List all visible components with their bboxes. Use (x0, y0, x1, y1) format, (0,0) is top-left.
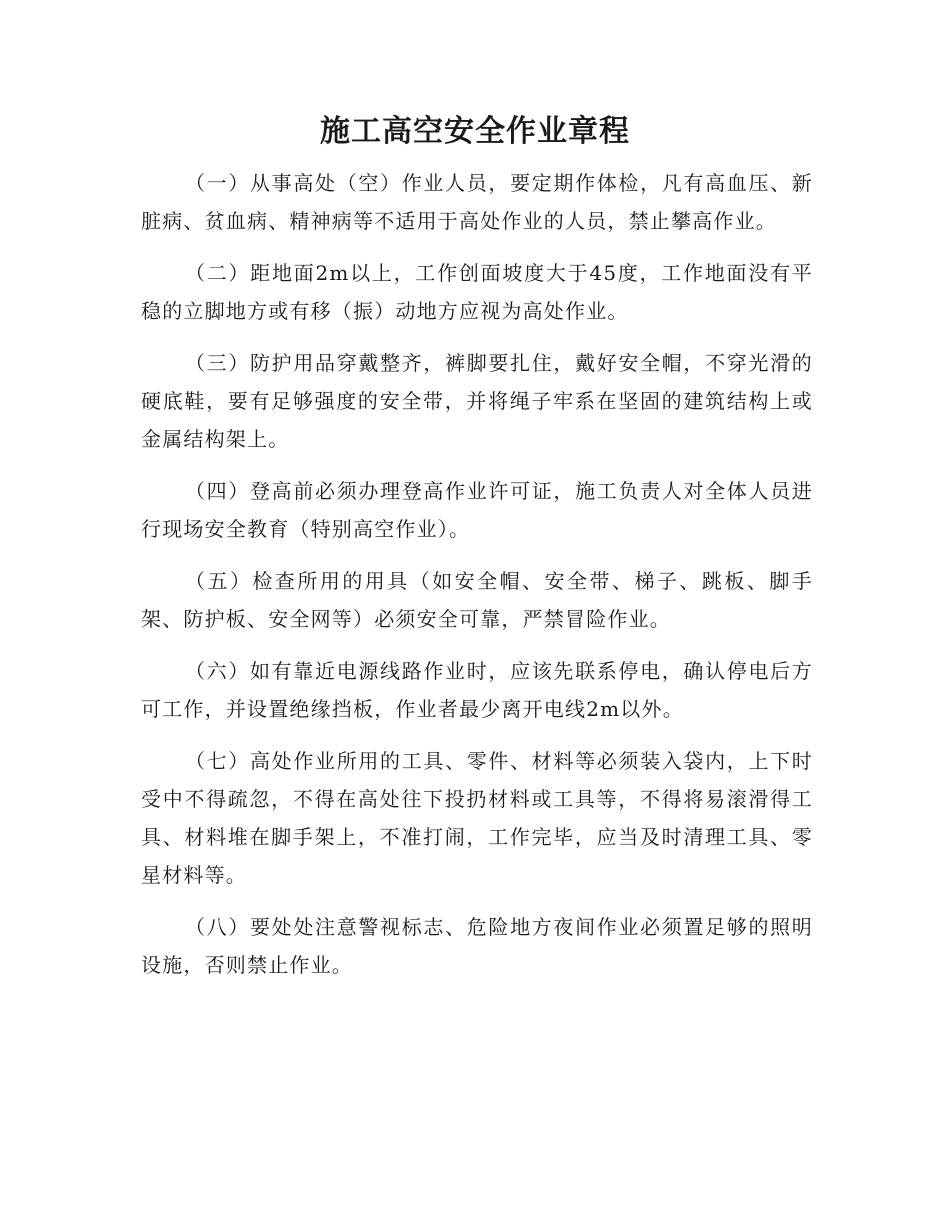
paragraph-3: （三）防护用品穿戴整齐，裤脚要扎住，戴好安全帽，不穿光滑的硬底鞋，要有足够强度的安全带，并将绳子牢系在坚固的建筑结构上或金属结构架上。 (141, 351, 813, 451)
paragraph-2: （二）距地面2m以上，工作创面坡度大于45度，工作地面没有平稳的立脚地方或有移（振）动地方应视为高处作业。 (141, 261, 813, 323)
paragraph-6: （六）如有靠近电源线路作业时，应该先联系停电，确认停电后方可工作，并设置绝缘挡板，作业者最少离开电线2m以外。 (141, 659, 813, 721)
paragraph-8: （八）要处处注意警视标志、危险地方夜间作业必须置足够的照明设施，否则禁止作业。 (141, 915, 813, 977)
paragraph-1: （一）从事高处（空）作业人员，要定期作体检，凡有高血压、新脏病、贫血病、精神病等不适用于高处作业的人员，禁止攀高作业。 (141, 171, 813, 233)
paragraph-5: （五）检查所用的用具（如安全帽、安全带、梯子、跳板、脚手架、防护板、安全网等）必须安全可靠，严禁冒险作业。 (141, 569, 813, 631)
paragraph-7: （七）高处作业所用的工具、零件、材料等必须装入袋内，上下时受中不得疏忽，不得在高处往下投扔材料或工具等，不得将易滚滑得工具、材料堆在脚手架上，不准打闹，工作完毕，应当及时清理工具、零星材料等。 (141, 749, 813, 887)
document-title: 施工高空安全作业章程 (320, 114, 630, 149)
paragraph-4: （四）登高前必须办理登高作业许可证，施工负责人对全体人员进行现场安全教育（特别高空作业）。 (141, 479, 813, 541)
document-body (141, 164, 813, 998)
